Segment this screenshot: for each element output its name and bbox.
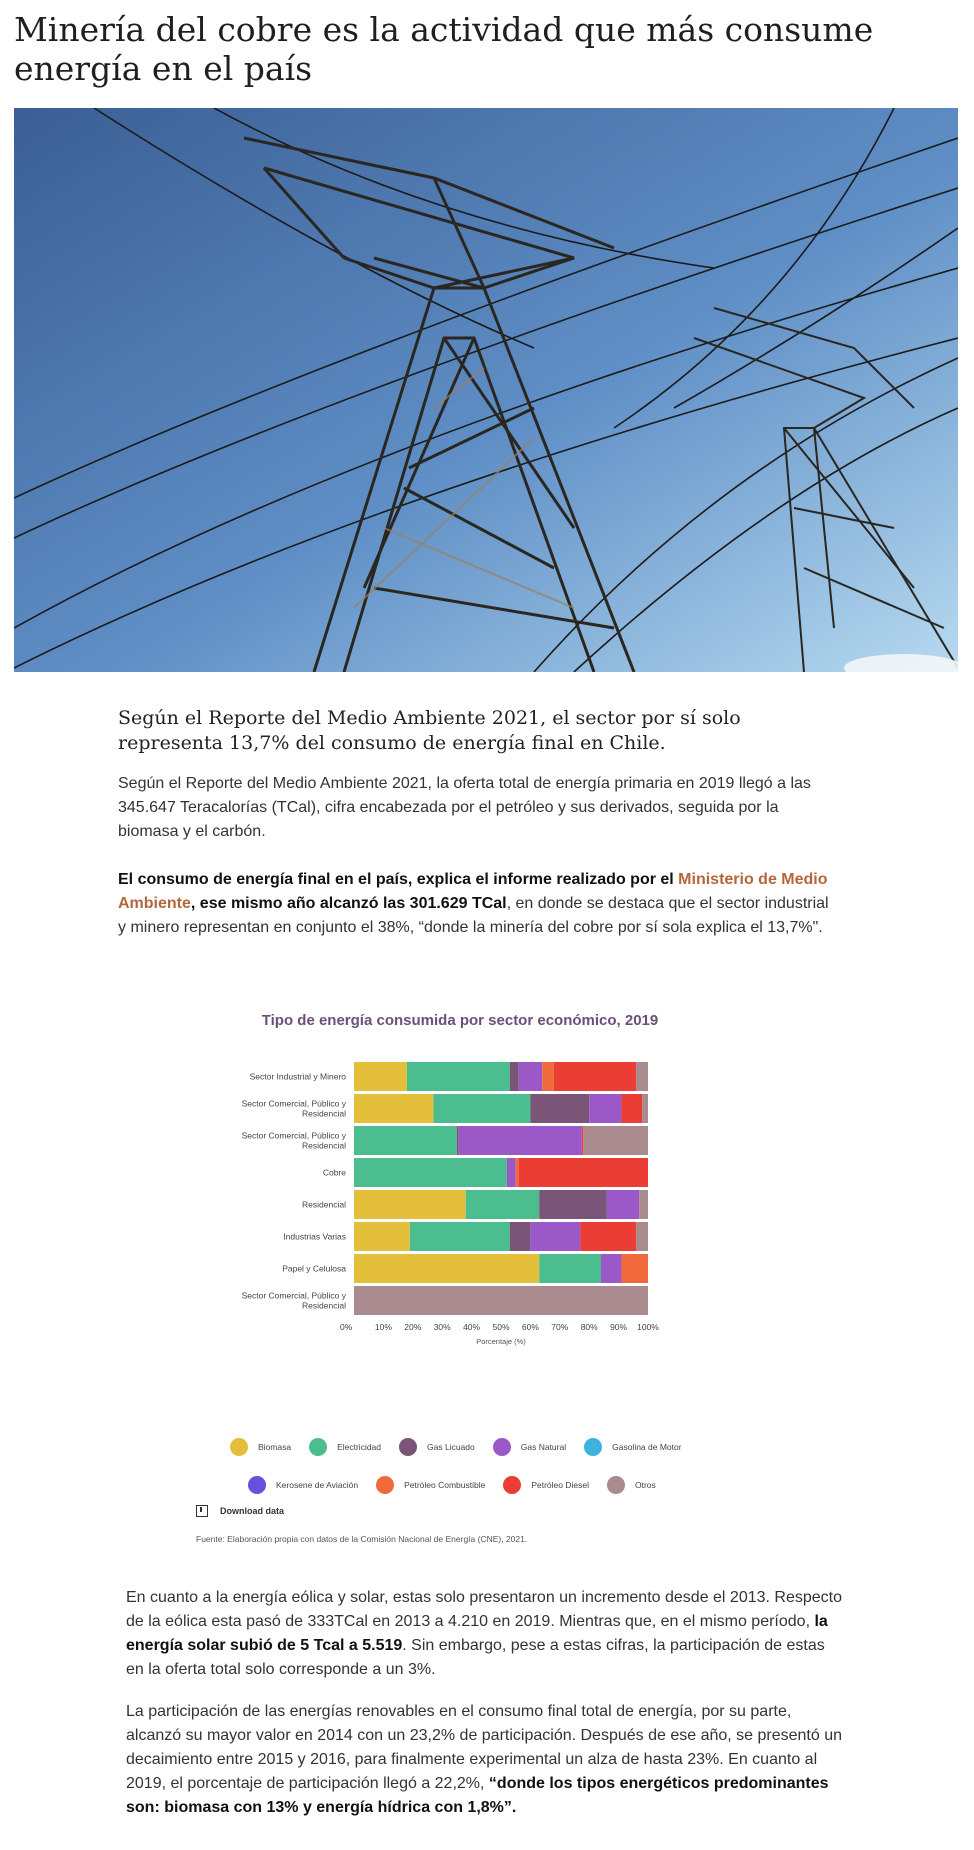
legend-swatch — [376, 1476, 394, 1494]
legend-item — [399, 1438, 475, 1456]
paragraph-energy-supply: Según el Reporte del Medio Ambiente 2021, la oferta total de energía primaria en 2019 llegó a las 345.647 Teracalorías (TCal), cifra encabezada por el petróleo y sus derivados, seguida por la biomasa y el carbón. — [118, 775, 811, 840]
legend-swatch — [399, 1438, 417, 1456]
bar-segment — [589, 1094, 621, 1123]
legend-swatch — [230, 1438, 248, 1456]
category-label: Papel y Celulosa — [282, 1263, 346, 1274]
legend-label: Kerosene de Aviación — [276, 1480, 359, 1490]
x-tick-label: 0% — [340, 1322, 353, 1332]
energy-chart — [180, 1000, 740, 1560]
legend-swatch — [248, 1476, 266, 1494]
legend-swatch — [493, 1438, 511, 1456]
legend-label: Otros — [634, 1480, 656, 1490]
bar-segment — [510, 1222, 531, 1251]
bar-segment — [539, 1254, 601, 1283]
p3-bold: la energía solar subió de 5 Tcal a 5.519 — [126, 1613, 828, 1654]
legend-label: Petróleo Diesel — [531, 1480, 589, 1490]
x-tick-label: 80% — [580, 1322, 598, 1332]
x-tick-label: 70% — [551, 1322, 569, 1332]
p2-rest: , en donde se destaca que el sector industrial y minero representan en conjunto el 38%, “donde la minería del cobre por sí sola explica el 13,7%". — [118, 895, 829, 936]
chart-legend — [230, 1428, 730, 1504]
legend-item — [376, 1476, 485, 1494]
bar-segment — [622, 1254, 648, 1283]
chart-source: Fuente: Elaboración propia con datos de la Comisión Nacional de Energía (CNE), 2021. — [196, 1534, 528, 1544]
x-tick-label: 90% — [610, 1322, 628, 1332]
legend-item — [607, 1476, 656, 1494]
x-axis-label: Porcentaje (%) — [476, 1337, 526, 1346]
legend-item — [230, 1438, 291, 1456]
bar-segment — [519, 1158, 648, 1187]
bar-segment — [601, 1254, 622, 1283]
category-label: Residencial — [302, 1199, 346, 1210]
bar-segment — [354, 1062, 407, 1091]
legend-swatch — [503, 1476, 521, 1494]
x-tick-label: 50% — [492, 1322, 510, 1332]
category-label: Sector Comercial, Público y Residencial — [241, 1290, 346, 1311]
legend-label: Gasolina de Motor — [612, 1442, 682, 1452]
chart-title: Tipo de energía consumida por sector económico, 2019 — [261, 1012, 659, 1029]
bar-segment — [354, 1286, 648, 1315]
bar-segment — [636, 1222, 648, 1251]
download-data-button[interactable] — [196, 1505, 284, 1517]
x-tick-label: 40% — [463, 1322, 481, 1332]
ministerio-link[interactable]: Ministerio de Medio Ambiente — [118, 871, 828, 912]
legend-row — [230, 1428, 730, 1466]
bar-segment — [516, 1158, 519, 1187]
bar-segment — [519, 1062, 543, 1091]
bar-segment — [458, 1126, 581, 1155]
bar-segment — [407, 1062, 510, 1091]
article-title: Minería del cobre es la actividad que más consume energía en el país — [14, 10, 874, 88]
bar-segment — [639, 1190, 648, 1219]
paragraph-wind-solar — [126, 1586, 846, 1682]
legend-row — [230, 1466, 730, 1504]
p4-bold: “donde los tipos energéticos predominantes son: biomasa con 13% y energía hídrica con 1,8%”. — [126, 1775, 829, 1816]
category-label: Cobre — [322, 1167, 346, 1178]
x-tick-label: 60% — [521, 1322, 539, 1332]
hero-image-power-towers — [14, 108, 958, 672]
legend-label: Gas Natural — [520, 1442, 567, 1452]
bar-segment — [433, 1094, 530, 1123]
category-label: Sector Comercial, Público y Residencial — [241, 1098, 346, 1119]
bar-segment — [582, 1126, 583, 1155]
x-tick-label: 100% — [637, 1322, 659, 1332]
bar-segment — [510, 1062, 519, 1091]
p4-a: La participación de las energías renovables en el consumo final total de energía, por su parte, alcanzó su mayor valor en 2014 con un 23,2% de participación. Después de ese año, se presentó un decaimiento entre 2015 y 2016, para finalmente experimental un alza de hasta 23%. En cuanto al 2019, el porcentaje de participación llegó a 22,2%, — [126, 1703, 843, 1792]
bar-segment — [607, 1190, 639, 1219]
legend-item — [248, 1476, 358, 1494]
bar-segment — [542, 1062, 554, 1091]
bar-segment — [554, 1062, 636, 1091]
download-icon — [196, 1505, 208, 1517]
bar-segment — [539, 1190, 607, 1219]
p2-bold-intro: El consumo de energía final en el país, explica el informe realizado por el — [118, 871, 679, 888]
chart-plot — [180, 1000, 740, 1430]
x-tick-label: 10% — [374, 1322, 392, 1332]
legend-item — [503, 1476, 589, 1494]
legend-label: Petróleo Combustible — [404, 1480, 486, 1490]
bar-segment — [636, 1062, 648, 1091]
bar-segment — [583, 1126, 648, 1155]
bar-segment — [622, 1094, 643, 1123]
download-label: Download data — [220, 1506, 285, 1516]
bar-segment — [354, 1126, 457, 1155]
bar-segment — [530, 1094, 589, 1123]
x-tick-label: 30% — [433, 1322, 451, 1332]
p3-b: . Sin embargo, pese a estas cifras, la participación de estas en la oferta total solo corresponde a un 3%. — [126, 1637, 825, 1678]
bar-segment — [354, 1094, 433, 1123]
bar-segment — [354, 1190, 466, 1219]
paragraph-renewables — [126, 1700, 846, 1820]
bar-segment — [354, 1158, 507, 1187]
legend-swatch — [309, 1438, 327, 1456]
x-tick-label: 20% — [404, 1322, 422, 1332]
category-label: Sector Comercial, Público y Residencial — [241, 1130, 346, 1151]
bar-segment — [642, 1094, 648, 1123]
bar-segment — [457, 1126, 458, 1155]
bar-segment — [410, 1222, 510, 1251]
bar-segment — [354, 1254, 539, 1283]
legend-item — [493, 1438, 566, 1456]
bar-segment — [466, 1190, 539, 1219]
legend-swatch — [607, 1476, 625, 1494]
bar-segment — [507, 1158, 516, 1187]
paragraph-energy-consumption — [118, 868, 838, 940]
category-label: Sector Industrial y Minero — [249, 1071, 346, 1082]
legend-label: Electricidad — [337, 1442, 382, 1452]
bar-segment — [354, 1222, 410, 1251]
category-label: Industrias Varias — [283, 1231, 346, 1242]
p2-bold-figure: , ese mismo año alcanzó las 301.629 TCal — [190, 895, 507, 912]
bar-segment — [580, 1222, 636, 1251]
legend-label: Biomasa — [258, 1442, 292, 1452]
article-subtitle: Según el Reporte del Medio Ambiente 2021, el sector por sí solo representa 13,7% del consumo de energía final en Chile. — [118, 707, 741, 754]
legend-label: Gas Licuado — [427, 1442, 475, 1452]
p3-a: En cuanto a la energía eólica y solar, estas solo presentaron un incremento desde el 2013. Respecto de la eólica esta pasó de 333TCal en 2013 a 4.210 en 2019. Mientras que, en el mismo período, — [126, 1589, 843, 1630]
legend-item — [309, 1438, 381, 1456]
legend-swatch — [584, 1438, 602, 1456]
legend-item — [584, 1438, 681, 1456]
bar-segment — [530, 1222, 580, 1251]
